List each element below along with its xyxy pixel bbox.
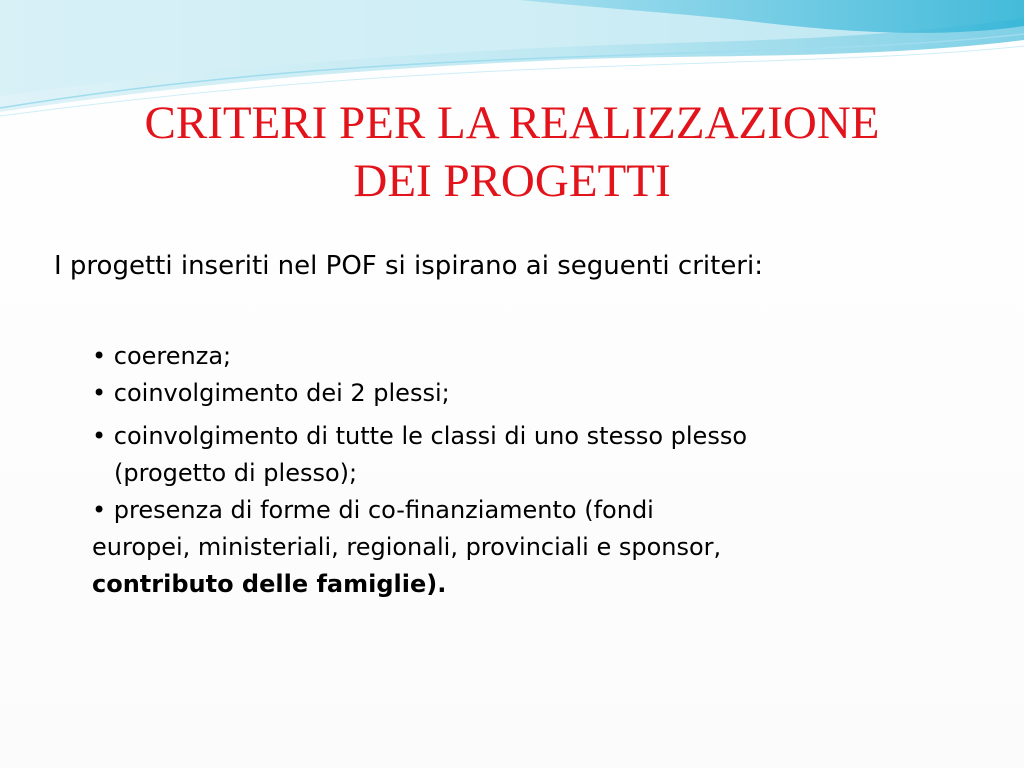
criteria-item-bold: contributo delle famiglie) (92, 570, 438, 598)
slide-title-line-1: CRITERI PER LA REALIZZAZIONE (144, 97, 880, 149)
criteria-item-text: • coinvolgimento dei 2 plessi; (92, 379, 450, 407)
criteria-item-continuation: (progetto di plesso); (114, 459, 358, 487)
criteria-list (92, 338, 972, 603)
criteria-item-classi (92, 418, 972, 492)
criteria-item-text: • coinvolgimento di tutte le classi di uno stesso plesso (92, 422, 748, 450)
criteria-item-coerenza (92, 338, 972, 375)
criteria-item-tail: . (437, 570, 447, 598)
criteria-item-text: • presenza di forme di co-finanziamento (fondi (92, 496, 654, 524)
slide-title (60, 94, 964, 210)
criteria-item-text: • coerenza; (92, 342, 232, 370)
criteria-item-plessi (92, 375, 972, 412)
intro-text: I progetti inseriti nel POF si ispirano ai seguenti criteri: (54, 251, 763, 281)
criteria-item-line-2: europei, ministeriali, regionali, provinciali e sponsor, (92, 533, 722, 561)
criteria-item-finanziamento (92, 492, 972, 603)
slide-title-line-2: DEI PROGETTI (353, 155, 671, 207)
